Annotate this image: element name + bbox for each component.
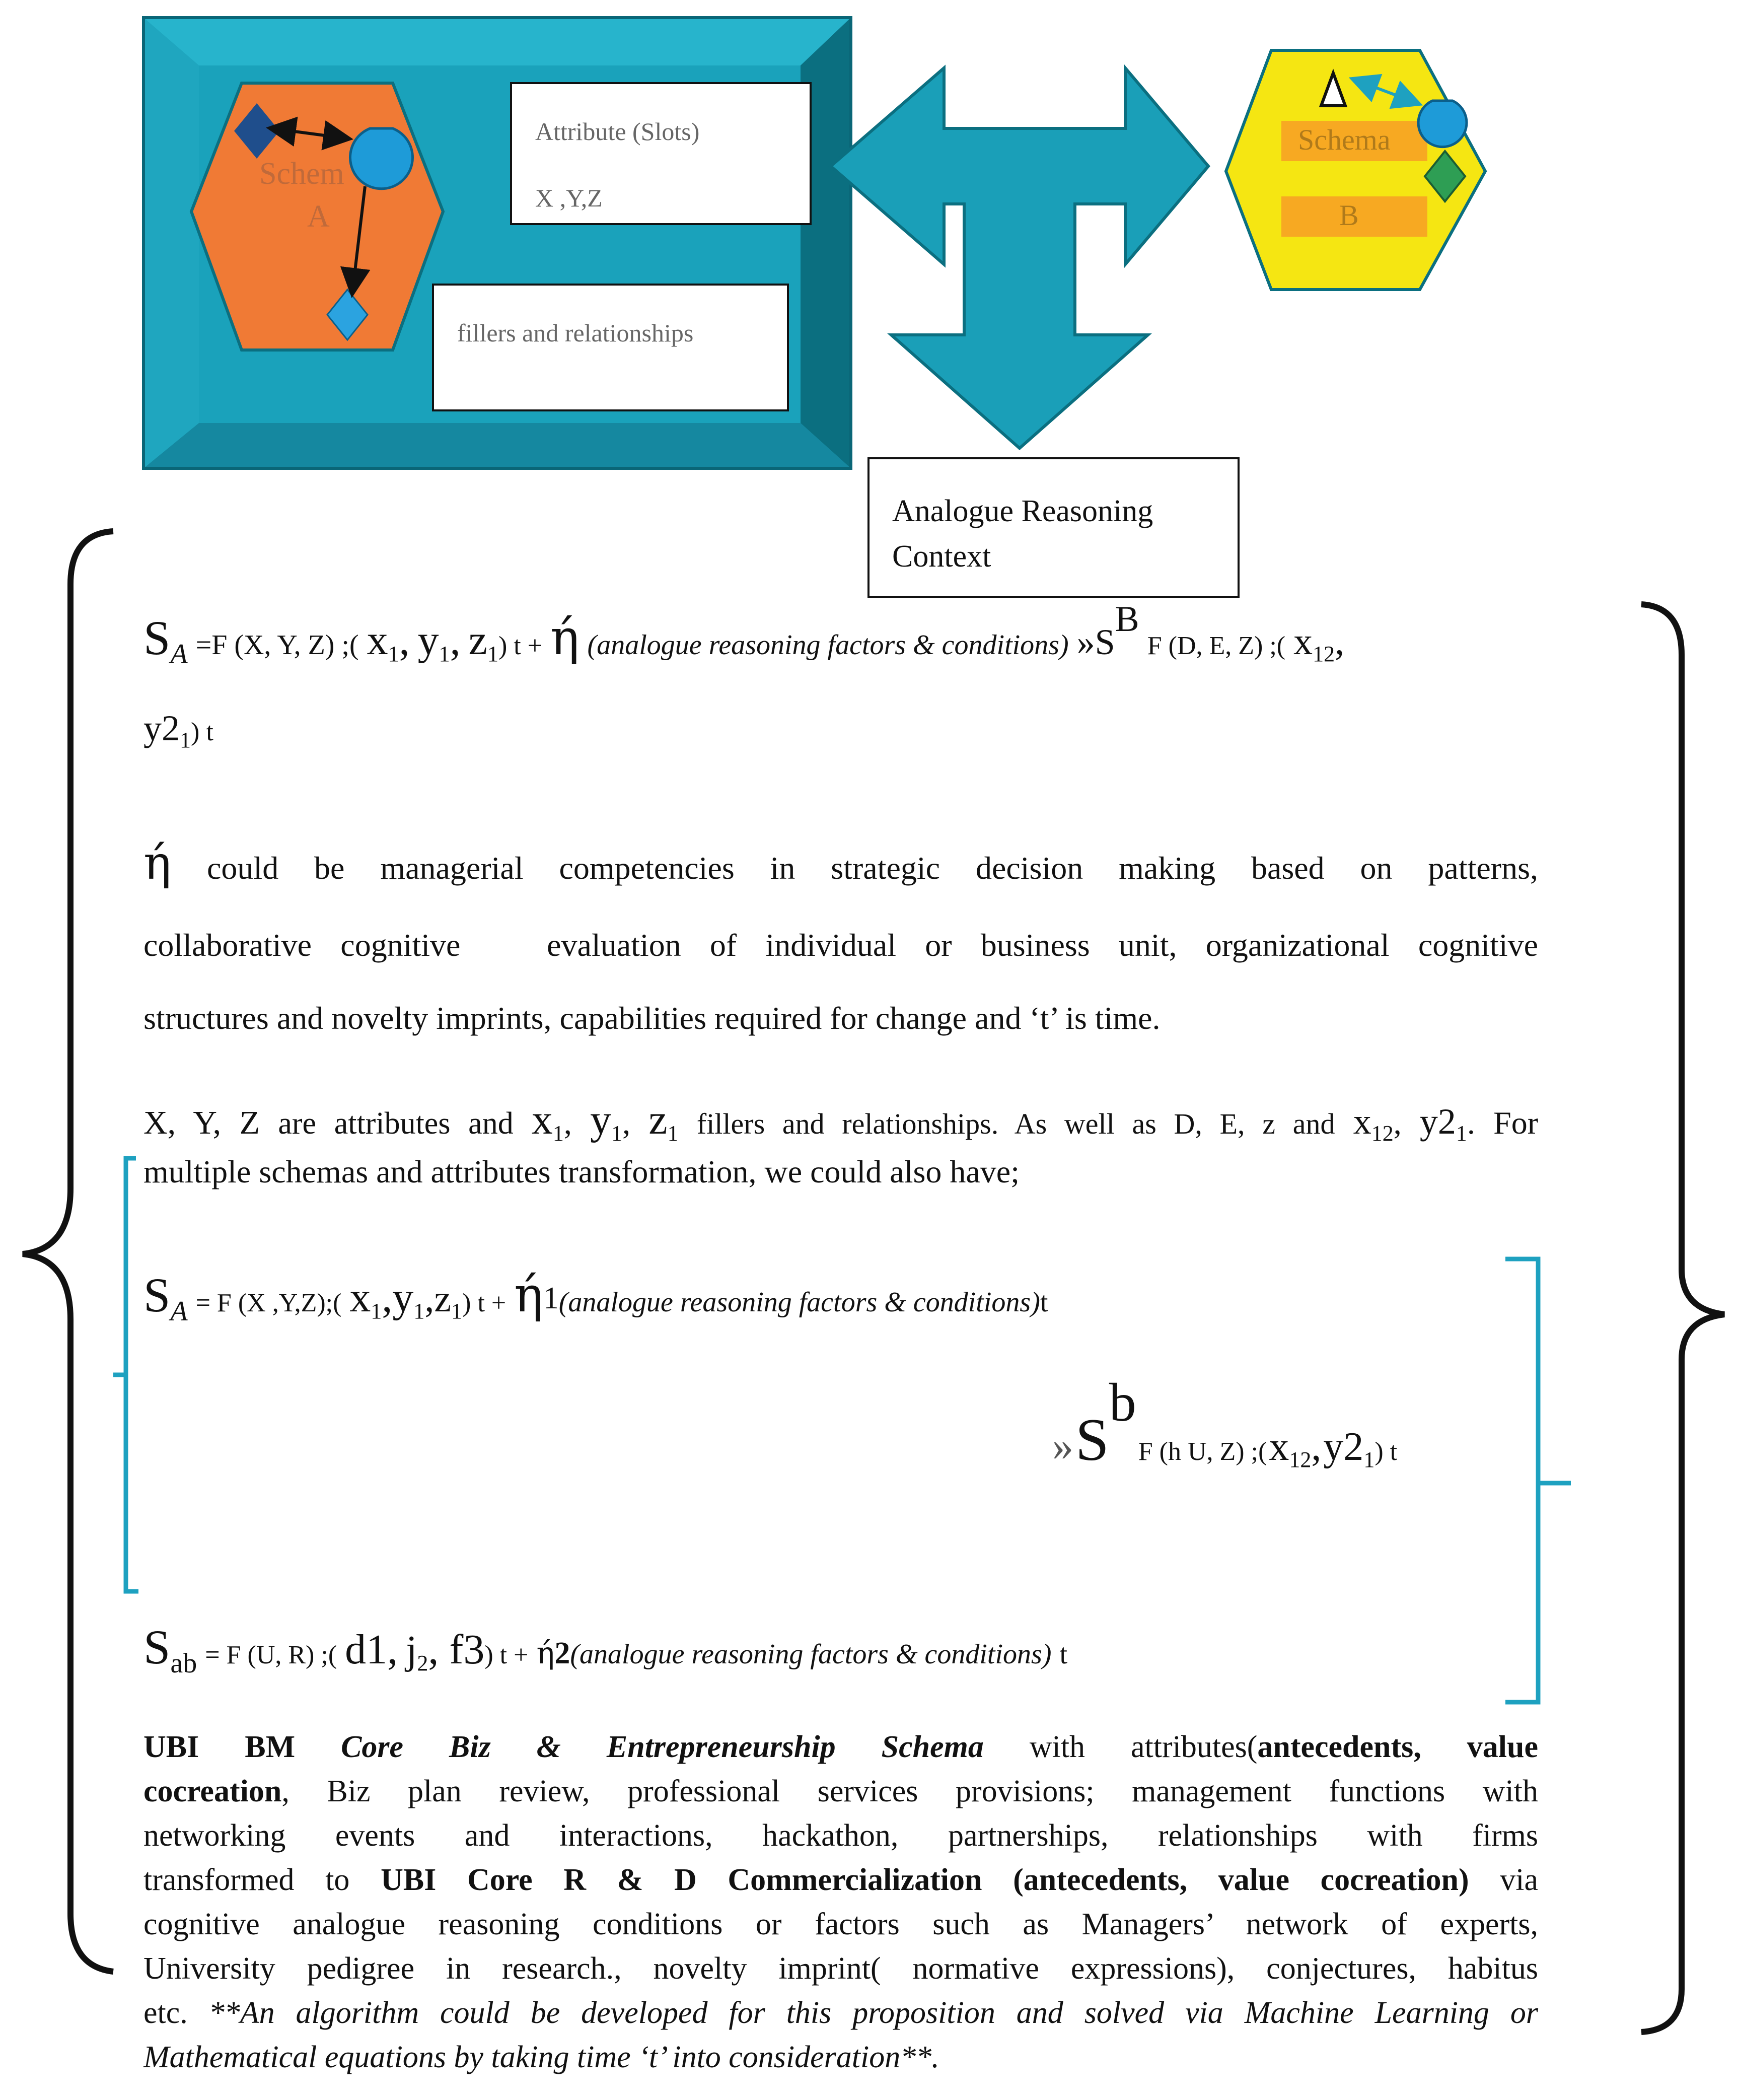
final-antecedents: antecedents, value: [1257, 1730, 1538, 1764]
para1-line2: collaborative cognitive evaluation of individual or business unit, organizational cognitive: [143, 927, 1538, 963]
eq4-eta-sup: 2: [554, 1636, 570, 1670]
eq1-close-t: ) t +: [498, 632, 543, 660]
eq2-t: t: [1040, 1287, 1048, 1318]
para2-are: are attributes and: [278, 1106, 514, 1141]
final-ubi-bm: UBI BM: [143, 1730, 296, 1764]
para2-x1: x: [531, 1096, 553, 1143]
final-etc: etc.: [143, 1996, 188, 2030]
final-with-attributes: with attributes(: [1029, 1730, 1258, 1764]
final-line3-text: networking events and interactions, hackathon, partnerships, relationships with firms: [143, 1818, 1538, 1853]
para2-x12-sub: 12: [1371, 1121, 1394, 1146]
eq2-y-sub: 1: [413, 1299, 425, 1323]
final-line2-rest: , Biz plan review, professional services provisions; management functions with: [281, 1774, 1538, 1808]
eq1-arrow-s: »S: [1076, 622, 1115, 662]
eta-definition-line-2: [143, 927, 1538, 964]
eq2-eta-sup: 1: [543, 1281, 559, 1315]
eq3-x12: x: [1269, 1425, 1289, 1469]
para2-x12: x: [1353, 1101, 1371, 1142]
attributes-line-1: X, Y, Z are attributes and $x_1$, $y_1$, $z_1$ fillers and relationships. As well as D, E, z and $x_{12}$, $y2_1$. For: [143, 1096, 1539, 1146]
inner-left-bracket: [113, 1158, 138, 1591]
eq1-end: ) t: [191, 718, 213, 746]
eq4-j: j: [406, 1628, 417, 1672]
eq2-x-sub: 1: [371, 1299, 382, 1323]
eq3-y2: y2: [1323, 1425, 1364, 1469]
para1-eta: ή: [143, 836, 172, 890]
eq3-func: F (h U, Z) ;(: [1138, 1437, 1267, 1466]
para2-x1-sub: 1: [552, 1121, 564, 1146]
eq2-z-sub: 1: [451, 1299, 463, 1323]
eq1-comma-3: ,: [1335, 620, 1345, 663]
eq4-close-t: ) t +: [484, 1641, 529, 1669]
attribute-box-title: Attribute (Slots): [535, 117, 700, 146]
eq1-y2-sub: 1: [180, 728, 191, 752]
eq1-func: =F (X, Y, Z) ;(: [195, 629, 359, 661]
eq4-d1: d1,: [345, 1626, 398, 1673]
final-line-3: [143, 1813, 1538, 1858]
final-line-4: [143, 1858, 1538, 1902]
para1-line1: could be managerial competencies in strategic decision making based on patterns,: [207, 850, 1539, 886]
final-algorithm-text: **An algorithm could be developed for this proposition and solved via Machine Learning or: [208, 1996, 1538, 2030]
schema-b-label-line1: Schema: [1298, 123, 1391, 156]
eq2-z: ,z: [424, 1278, 452, 1320]
eq2-x: x: [349, 1274, 371, 1321]
para2-line2: multiple schemas and attributes transformation, we could also have;: [143, 1154, 1020, 1189]
eq4-f3: , f3: [428, 1626, 485, 1673]
eq4-t: t: [1059, 1639, 1068, 1670]
para2-y2-sub: 1: [1456, 1121, 1467, 1146]
schema-b-label-line2: B: [1339, 199, 1359, 232]
eq2-y: ,y: [382, 1274, 414, 1321]
final-line5-text: cognitive analogue reasoning conditions or factors such as Managers’ network of experts,: [143, 1907, 1538, 1941]
equation-3: [1052, 1373, 1398, 1475]
para2-y2: y2: [1419, 1101, 1456, 1142]
eq1-z1-sub: 1: [487, 642, 498, 666]
eq1-x12: x: [1293, 620, 1313, 663]
para2-y1-sub: 1: [611, 1121, 623, 1146]
eq3-x12-sub: 12: [1289, 1447, 1312, 1472]
eq2-close-t: ) t +: [462, 1289, 506, 1317]
eq1-y1-sub: 1: [439, 642, 450, 666]
eq4-func: = F (U, R) ;(: [205, 1641, 337, 1669]
context-box-line1: Analogue Reasoning: [892, 494, 1153, 528]
final-line-5: [143, 1902, 1538, 1946]
fillers-box-label: fillers and relationships: [457, 319, 694, 347]
equation-4: [143, 1619, 1538, 1679]
eq1-func-b: F (D, E, Z) ;(: [1147, 632, 1286, 660]
context-box-line2: Context: [892, 539, 991, 574]
final-line-8: [143, 2035, 1538, 2079]
attribute-box-value: X ,Y,Z: [535, 184, 603, 212]
attributes-line-2: [143, 1153, 1538, 1191]
schema-a-label-line2: A: [307, 199, 330, 234]
para2-y1: y: [590, 1096, 612, 1143]
final-cocreation: cocreation: [143, 1774, 282, 1808]
eq1-y1: y: [417, 617, 439, 664]
eq2-sub-a: A: [170, 1296, 188, 1327]
final-line-1: [143, 1725, 1538, 1769]
eq3-comma: ,: [1311, 1425, 1322, 1469]
eq3-end: ) t: [1374, 1437, 1398, 1466]
final-line-7: [143, 1991, 1538, 2035]
eq3-y2-sub: 1: [1363, 1447, 1375, 1472]
eq1-comma-2: ,: [450, 617, 461, 664]
eq4-sub-ab: ab: [170, 1648, 197, 1679]
left-curly-brace: [23, 531, 113, 1972]
final-line-6: [143, 1946, 1538, 1991]
schema-a-label-line1: Schem: [259, 157, 344, 191]
eta-definition-line-1: [143, 836, 1538, 890]
equation-1: [143, 599, 1538, 670]
final-line6-text: University pedigree in research., novelty imprint( normative expressions), conjectures, habitus: [143, 1951, 1538, 1986]
right-curly-brace: [1641, 604, 1724, 2032]
para1-line3: structures and novelty imprints, capabilities required for change and ‘t’ is time.: [143, 1000, 1161, 1036]
final-core-biz: Core Biz & Entrepreneurship Schema: [341, 1730, 984, 1764]
eq3-s: S: [1075, 1406, 1109, 1473]
para2-for: . For: [1467, 1105, 1539, 1141]
final-transformed-to: transformed to: [143, 1863, 350, 1897]
eq1-s: S: [143, 611, 171, 665]
eq1-eta: ή: [550, 609, 580, 666]
eq1-comma-1: ,: [399, 617, 410, 664]
eq1-y2: y2: [143, 708, 180, 748]
eq4-factors: (analogue reasoning factors & conditions): [570, 1639, 1052, 1670]
final-via: via: [1500, 1863, 1539, 1897]
eq3-arrow: »: [1052, 1423, 1073, 1469]
eq1-x1: x: [367, 617, 388, 664]
final-paragraph: [143, 1725, 1538, 2079]
para2-fillers: fillers and relationships. As well as D, E, z and: [696, 1107, 1335, 1140]
eq1-factors: (analogue reasoning factors & conditions): [587, 629, 1069, 661]
eq4-eta: ή: [536, 1636, 555, 1671]
eq1-x12-sub: 12: [1313, 642, 1335, 666]
eq1-x1-sub: 1: [388, 642, 399, 666]
eq2-s: S: [143, 1268, 171, 1322]
eq4-j-sub: 2: [417, 1651, 428, 1675]
eq3-sup-b: b: [1109, 1373, 1136, 1433]
para2-z1-sub: 1: [667, 1121, 679, 1146]
eq1-sub-a: A: [170, 639, 188, 670]
eq2-func: = F (X ,Y,Z);(: [195, 1289, 342, 1317]
eq2-factors: (analogue reasoning factors & conditions): [558, 1287, 1040, 1318]
eq2-eta: ή: [514, 1267, 543, 1323]
final-ubi-core-rd: UBI Core R & D Commercialization (antecedents, value cocreation): [381, 1863, 1469, 1897]
para2-xyz: X, Y, Z: [143, 1104, 260, 1141]
para2-z1: z: [648, 1096, 668, 1143]
equation-2: [143, 1267, 1538, 1327]
eq1-z1: z: [468, 617, 487, 664]
equation-1-continued: [143, 708, 1538, 752]
eta-definition-line-3: [143, 1000, 1538, 1037]
final-line-2: [143, 1769, 1538, 1813]
eq4-s: S: [143, 1620, 171, 1674]
eq1-sup-b: B: [1115, 599, 1139, 639]
final-time-text: Mathematical equations by taking time ‘t’ into consideration**.: [143, 2040, 939, 2074]
